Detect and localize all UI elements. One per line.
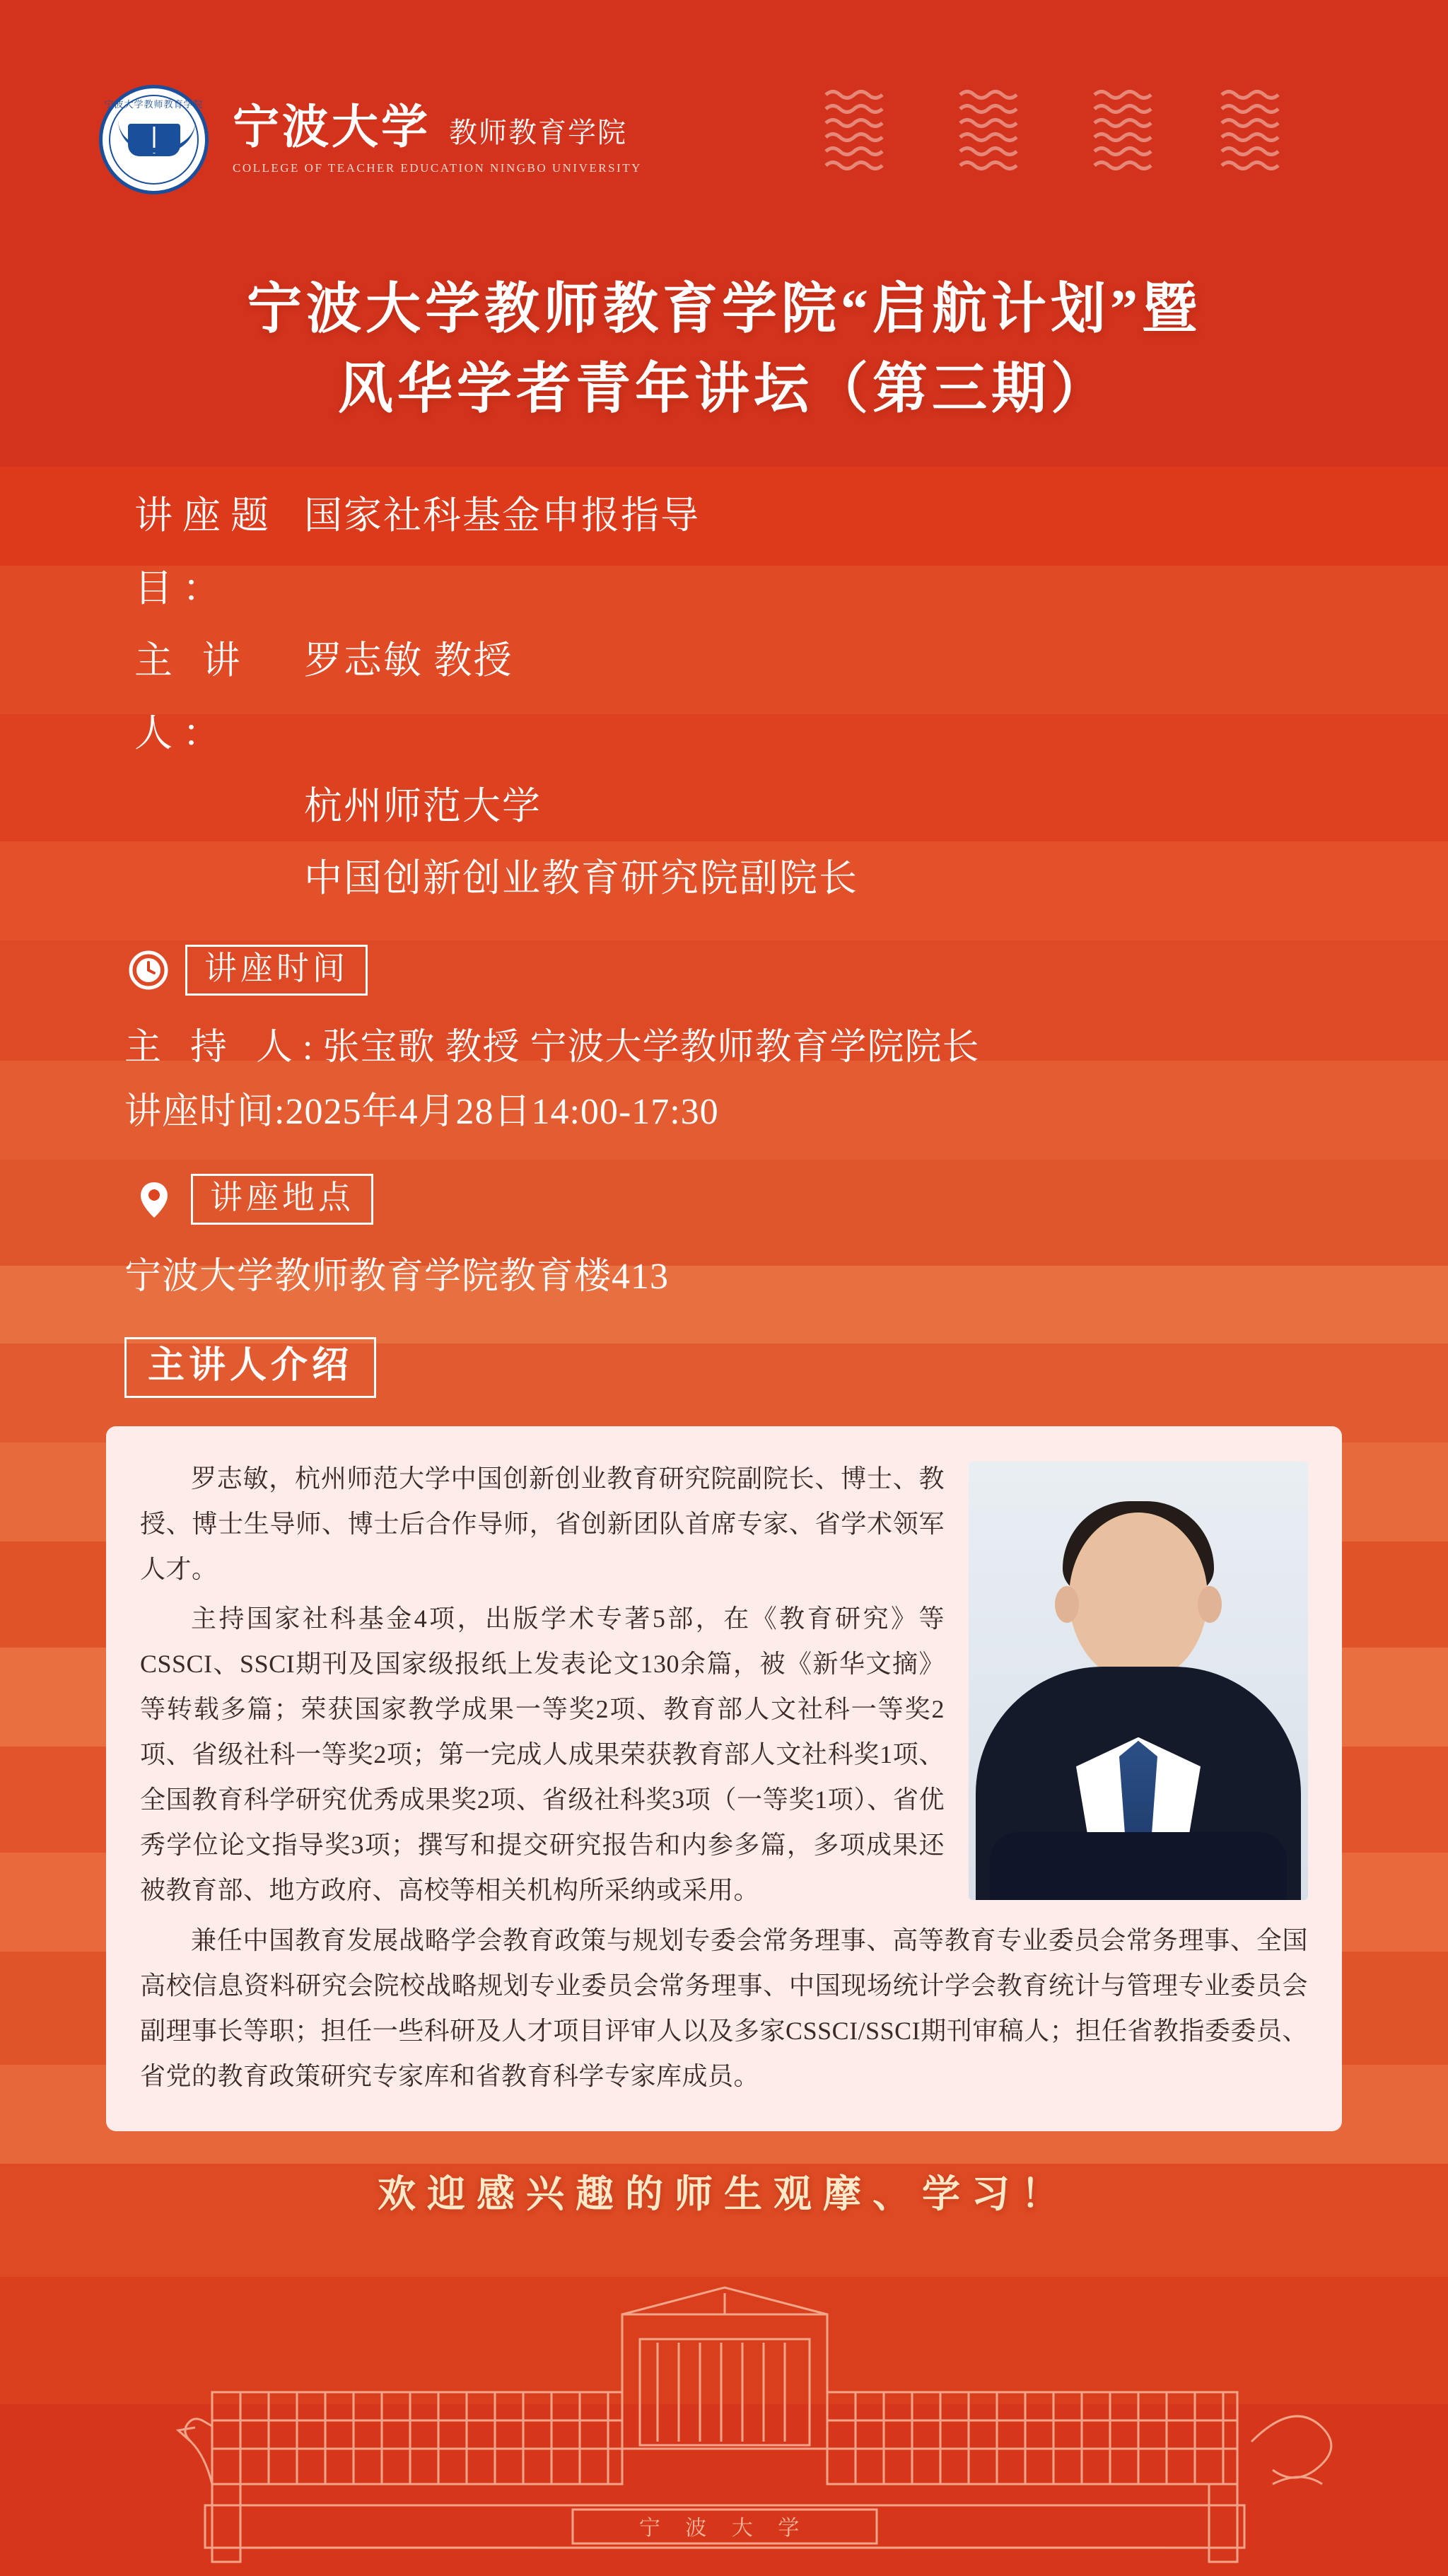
college-name-cn: 教师教育学院 bbox=[449, 116, 627, 148]
topic-label: 讲座题目： bbox=[134, 494, 279, 610]
host-value: 张宝歌 教授 宁波大学教师教育学院院长 bbox=[322, 1027, 980, 1068]
topic-row bbox=[134, 479, 1448, 624]
place-section-header bbox=[0, 1174, 1448, 1225]
place-section-title: 讲座地点 bbox=[191, 1174, 373, 1225]
time-section-body bbox=[0, 1015, 1448, 1144]
university-logo-lockup bbox=[99, 85, 642, 194]
speaker-value: 罗志敏 教授 bbox=[304, 639, 513, 682]
time-row bbox=[124, 1080, 1448, 1144]
speaker-row bbox=[134, 624, 1448, 769]
speaker-affiliation-2: 中国创新创业教育研究院副院长 bbox=[304, 857, 858, 900]
time-section-title: 讲座时间 bbox=[185, 945, 368, 996]
poster-title-line-1: 宁波大学教师教育学院“启航计划”暨 bbox=[246, 278, 1201, 339]
time-section-header bbox=[0, 945, 1448, 996]
location-pin-icon bbox=[133, 1178, 175, 1220]
clock-icon bbox=[127, 949, 170, 991]
time-value: 2025年4月28日14:00-17:30 bbox=[285, 1091, 719, 1132]
footer-illustration bbox=[0, 2272, 1448, 2576]
poster-title-line-2: 风华学者青年讲坛（第三期） bbox=[337, 358, 1110, 420]
bio-paragraph-1: 罗志敏，杭州师范大学中国创新创业教育研究院副院长、博士、教授、博士生导师、博士后合作导师，省创新团队首席专家、省学术领军人才。 bbox=[140, 1464, 945, 1583]
building-plaque-label: 宁 波 大 学 bbox=[638, 2517, 810, 2540]
poster-header bbox=[0, 0, 1448, 226]
host-row bbox=[124, 1015, 1448, 1080]
poster-title bbox=[0, 269, 1448, 429]
college-name-en: COLLEGE OF TEACHER EDUCATION NINGBO UNIVERSITY bbox=[233, 161, 642, 175]
bio-card bbox=[106, 1426, 1342, 2131]
speaker-label: 主 讲 人： bbox=[134, 639, 250, 754]
lecture-info bbox=[0, 479, 1448, 915]
seal-text: 宁波大学教师教育学院 bbox=[104, 99, 204, 110]
speaker-portrait bbox=[969, 1462, 1308, 1900]
topic-value: 国家社科基金申报指导 bbox=[304, 494, 700, 537]
bio-paragraph-3: 兼任中国教育发展战略学会教育政策与规划专委会常务理事、高等教育专业委员会常务理事、全国高校信息资料研究会院校战略规划专业委员会常务理事、中国现场统计学会教育统计与管理专业委员会副理事长等职；担任一些科研及人才项目评审人以及多家CSSCI/SSCI期刊审稿人；担任省教指委委员、省党的教育政策研究专家库和省教育科学专家库成员。 bbox=[140, 1925, 1308, 2090]
university-name-cn: 宁波大学 bbox=[233, 101, 431, 153]
bio-paragraph-2: 主持国家社科基金4项，出版学术专著5部，在《教育研究》等CSSCI、SSCI期刊及国家级报纸上发表论文130余篇，被《新华文摘》等转载多篇；荣获国家教学成果一等奖2项、教育部人文社科一等奖2项、省级社科一等奖2项；第一完成人成果荣获教育部人文社科奖1项、全国教育科学研究优秀成果奖2项、省级社科奖3项（一等奖1项）、省优秀学位论文指导奖3项；撰写和提交研究报告和内参多篇，多项成果还被教育部、地方政府、高校等相关机构所采纳或采用。 bbox=[140, 1604, 945, 1905]
bio-section-title: 主讲人介绍 bbox=[124, 1337, 376, 1398]
time-label: 讲座时间: bbox=[124, 1091, 286, 1132]
place-value: 宁波大学教师教育学院教育楼413 bbox=[124, 1256, 670, 1297]
host-label: 主 持 人: bbox=[124, 1027, 323, 1068]
university-seal-icon bbox=[99, 85, 209, 194]
welcome-text: 欢迎感兴趣的师生观摩、学习！ bbox=[378, 2172, 1070, 2215]
speaker-affiliation-1: 杭州师范大学 bbox=[304, 784, 542, 827]
nbu-watermark bbox=[819, 85, 1342, 177]
